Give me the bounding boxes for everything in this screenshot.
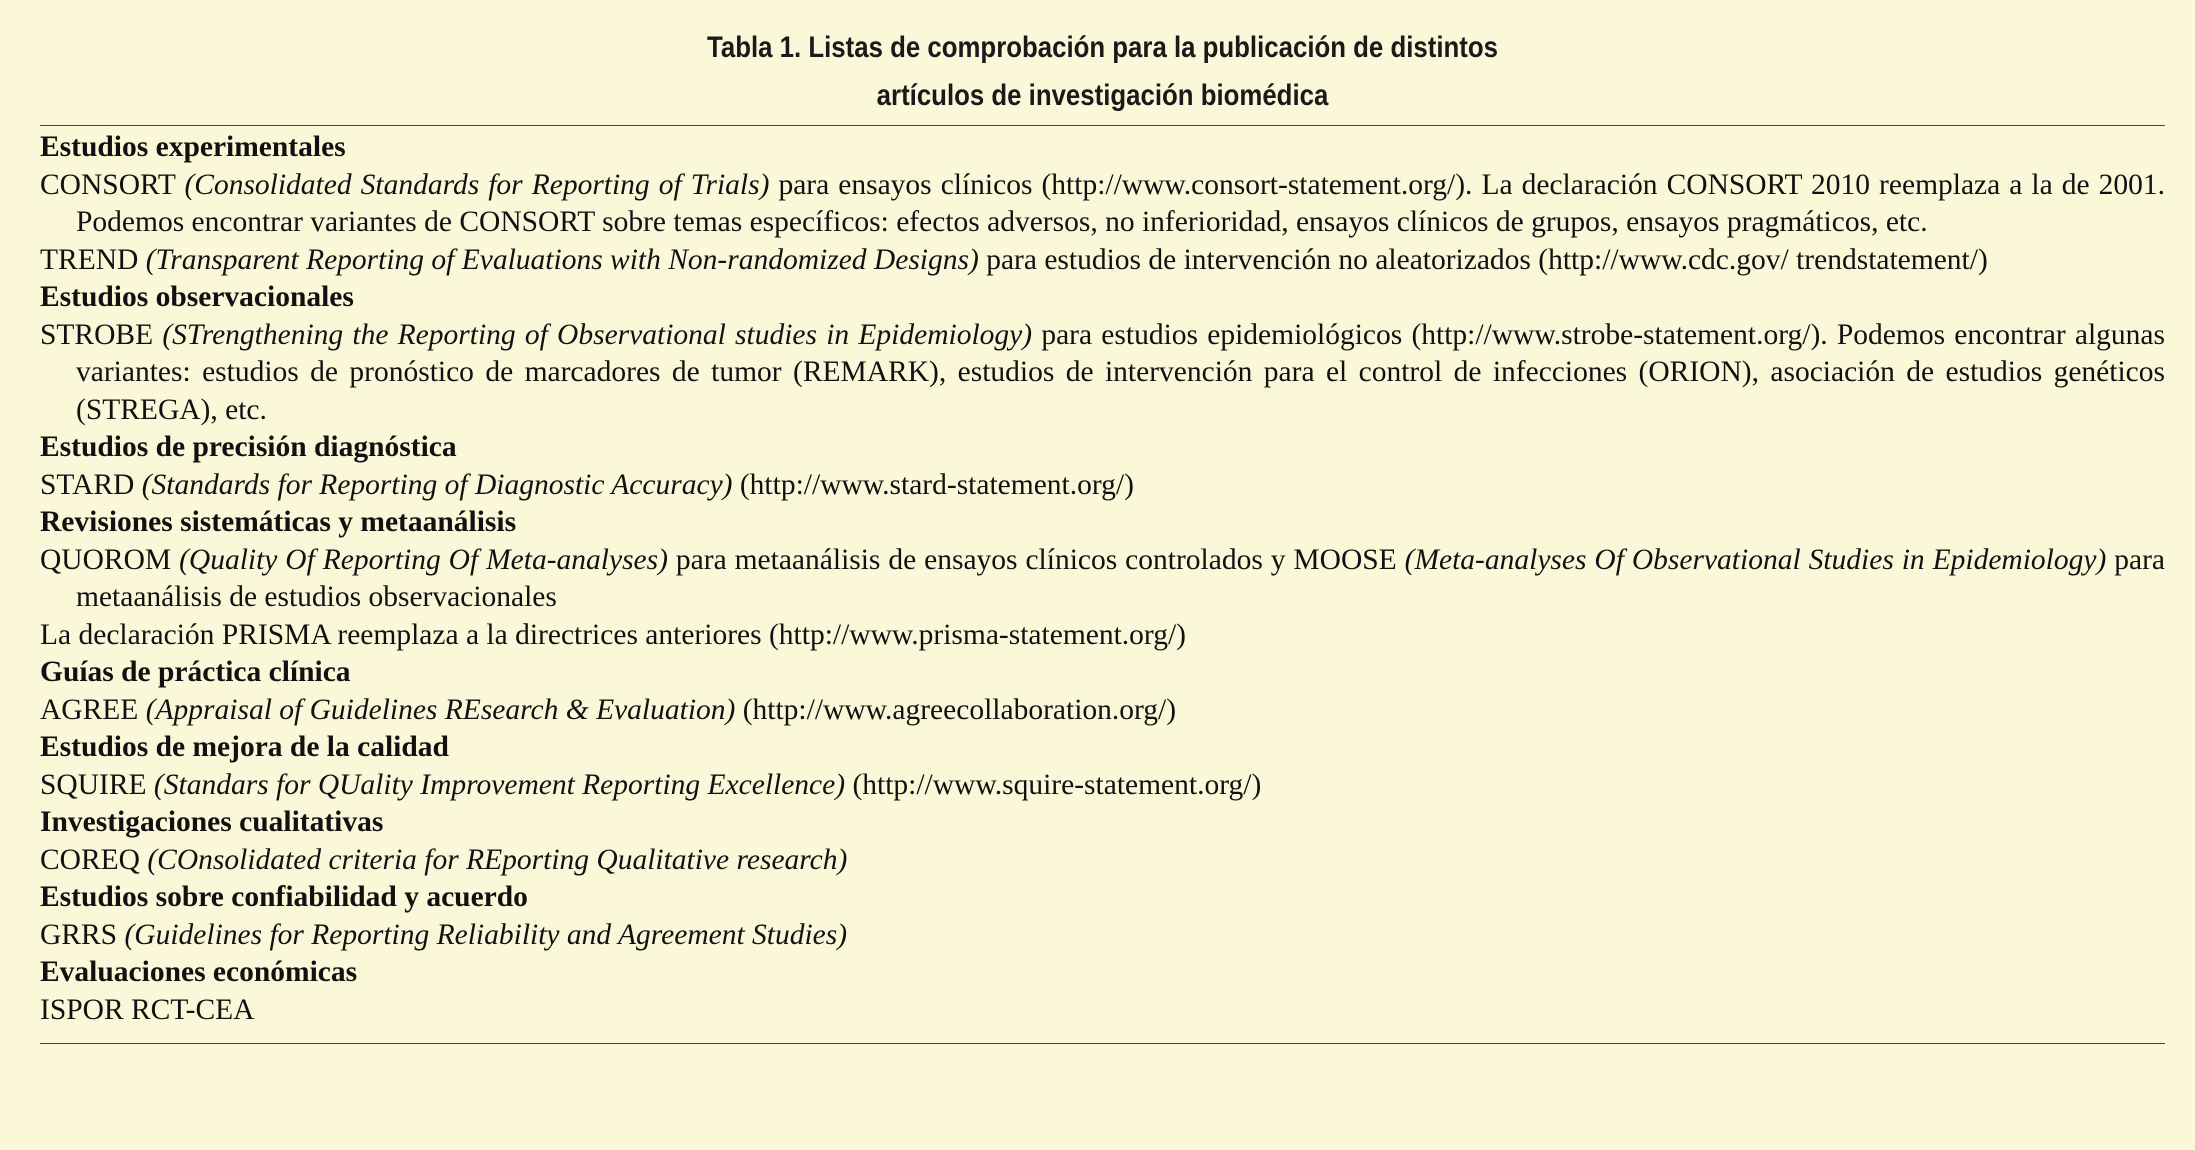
entry-text: para ensayos clínicos (http://www.consort-statement.org/). La declaración CONSORT 2010 reemplaza a la de 2001. Podemos encontrar variantes de CONSORT sobre temas específicos: efectos adversos, no inferioridad, ensayos clínicos de grupos, ensayos pragmáticos, etc. [76,168,2165,238]
entry-fullname: (Consolidated Standards for Reporting of Trials) [184,168,770,201]
bottom-rule [40,1043,2165,1044]
checklist-entry [40,542,2165,617]
entry-fullname: (Quality Of Reporting Of Meta-analyses) [179,543,668,576]
table-title-line-1: Tabla 1. Listas de comprobación para la publicación de distintos [707,31,1498,64]
entry-text: (http://www.agreecollaboration.org/) [735,693,1177,726]
section-heading: Revisiones sistemáticas y metaanálisis [40,506,517,538]
entry-fullname: (Meta-analyses Of Observational Studies in Epidemiology) [1404,543,2107,576]
entry-text: SQUIRE [40,768,154,801]
checklist-entry [40,317,2165,430]
table-body [40,126,2165,1029]
checklist-entry [40,767,2165,805]
entry-fullname: (Guidelines for Reporting Reliability and Agreement Studies) [124,918,848,951]
section-heading: Estudios observacionales [40,281,354,313]
entry-fullname: (COnsolidated criteria for REporting Qualitative research) [147,843,848,876]
entry-text: CONSORT [40,168,185,201]
entry-text: para estudios de intervención no aleatorizados (http://www.cdc.gov/ trendstatement/) [978,243,1988,276]
checklist-entry [40,617,2165,655]
entry-fullname: (Transparent Reporting of Evaluations with Non-randomized Designs) [145,243,979,276]
entry-text: TREND [40,243,146,276]
checklist-entry [40,242,2165,280]
table-caption [40,0,2165,112]
section-heading: Guías de práctica clínica [40,656,351,688]
checklist-entry [40,842,2165,880]
section-heading: Investigaciones cualitativas [40,806,384,838]
entry-text: La declaración PRISMA reemplaza a la directrices anteriores (http://www.prisma-statement.org/) [40,618,1186,651]
entry-text: COREQ [40,843,148,876]
checklist-entry [40,692,2165,730]
entry-text: STROBE [40,318,163,351]
entry-text: ISPOR RCT-CEA [40,993,255,1026]
entry-text: GRRS [40,918,125,951]
section-heading: Estudios sobre confiabilidad y acuerdo [40,881,528,913]
checklist-entry [40,917,2165,955]
section-heading: Evaluaciones económicas [40,956,358,988]
entry-text: para metaanálisis de estudios observacionales [76,543,2165,613]
entry-fullname: (Appraisal of Guidelines REsearch & Evaluation) [145,693,736,726]
entry-text: para estudios epidemiológicos (http://www.strobe-statement.org/). Podemos encontrar algunas variantes: estudios de pronóstico de marcadores de tumor (REMARK), estudios de intervención para el control de infecciones (ORION), asociación de estudios genéticos (STREGA), etc. [76,318,2165,426]
entry-fullname: (STrengthening the Reporting of Observational studies in Epidemiology) [162,318,1033,351]
entry-fullname: (Standars for QUality Improvement Reporting Excellence) [153,768,846,801]
entry-text: QUOROM [40,543,180,576]
section-heading: Estudios de mejora de la calidad [40,731,449,763]
entry-text: para metaanálisis de ensayos clínicos controlados y MOOSE [667,543,1405,576]
checklist-entry [40,167,2165,242]
entry-text: AGREE [40,693,146,726]
entry-fullname: (Standards for Reporting of Diagnostic Accuracy) [141,468,733,501]
entry-text: (http://www.squire-statement.org/) [845,768,1262,801]
section-heading: Estudios experimentales [40,131,346,163]
entry-text: (http://www.stard-statement.org/) [732,468,1134,501]
table-title-line-2: artículos de investigación biomédica [876,79,1329,112]
section-heading: Estudios de precisión diagnóstica [40,431,457,463]
checklist-entry [40,467,2165,505]
checklist-entry [40,992,2165,1030]
entry-text: STARD [40,468,142,501]
